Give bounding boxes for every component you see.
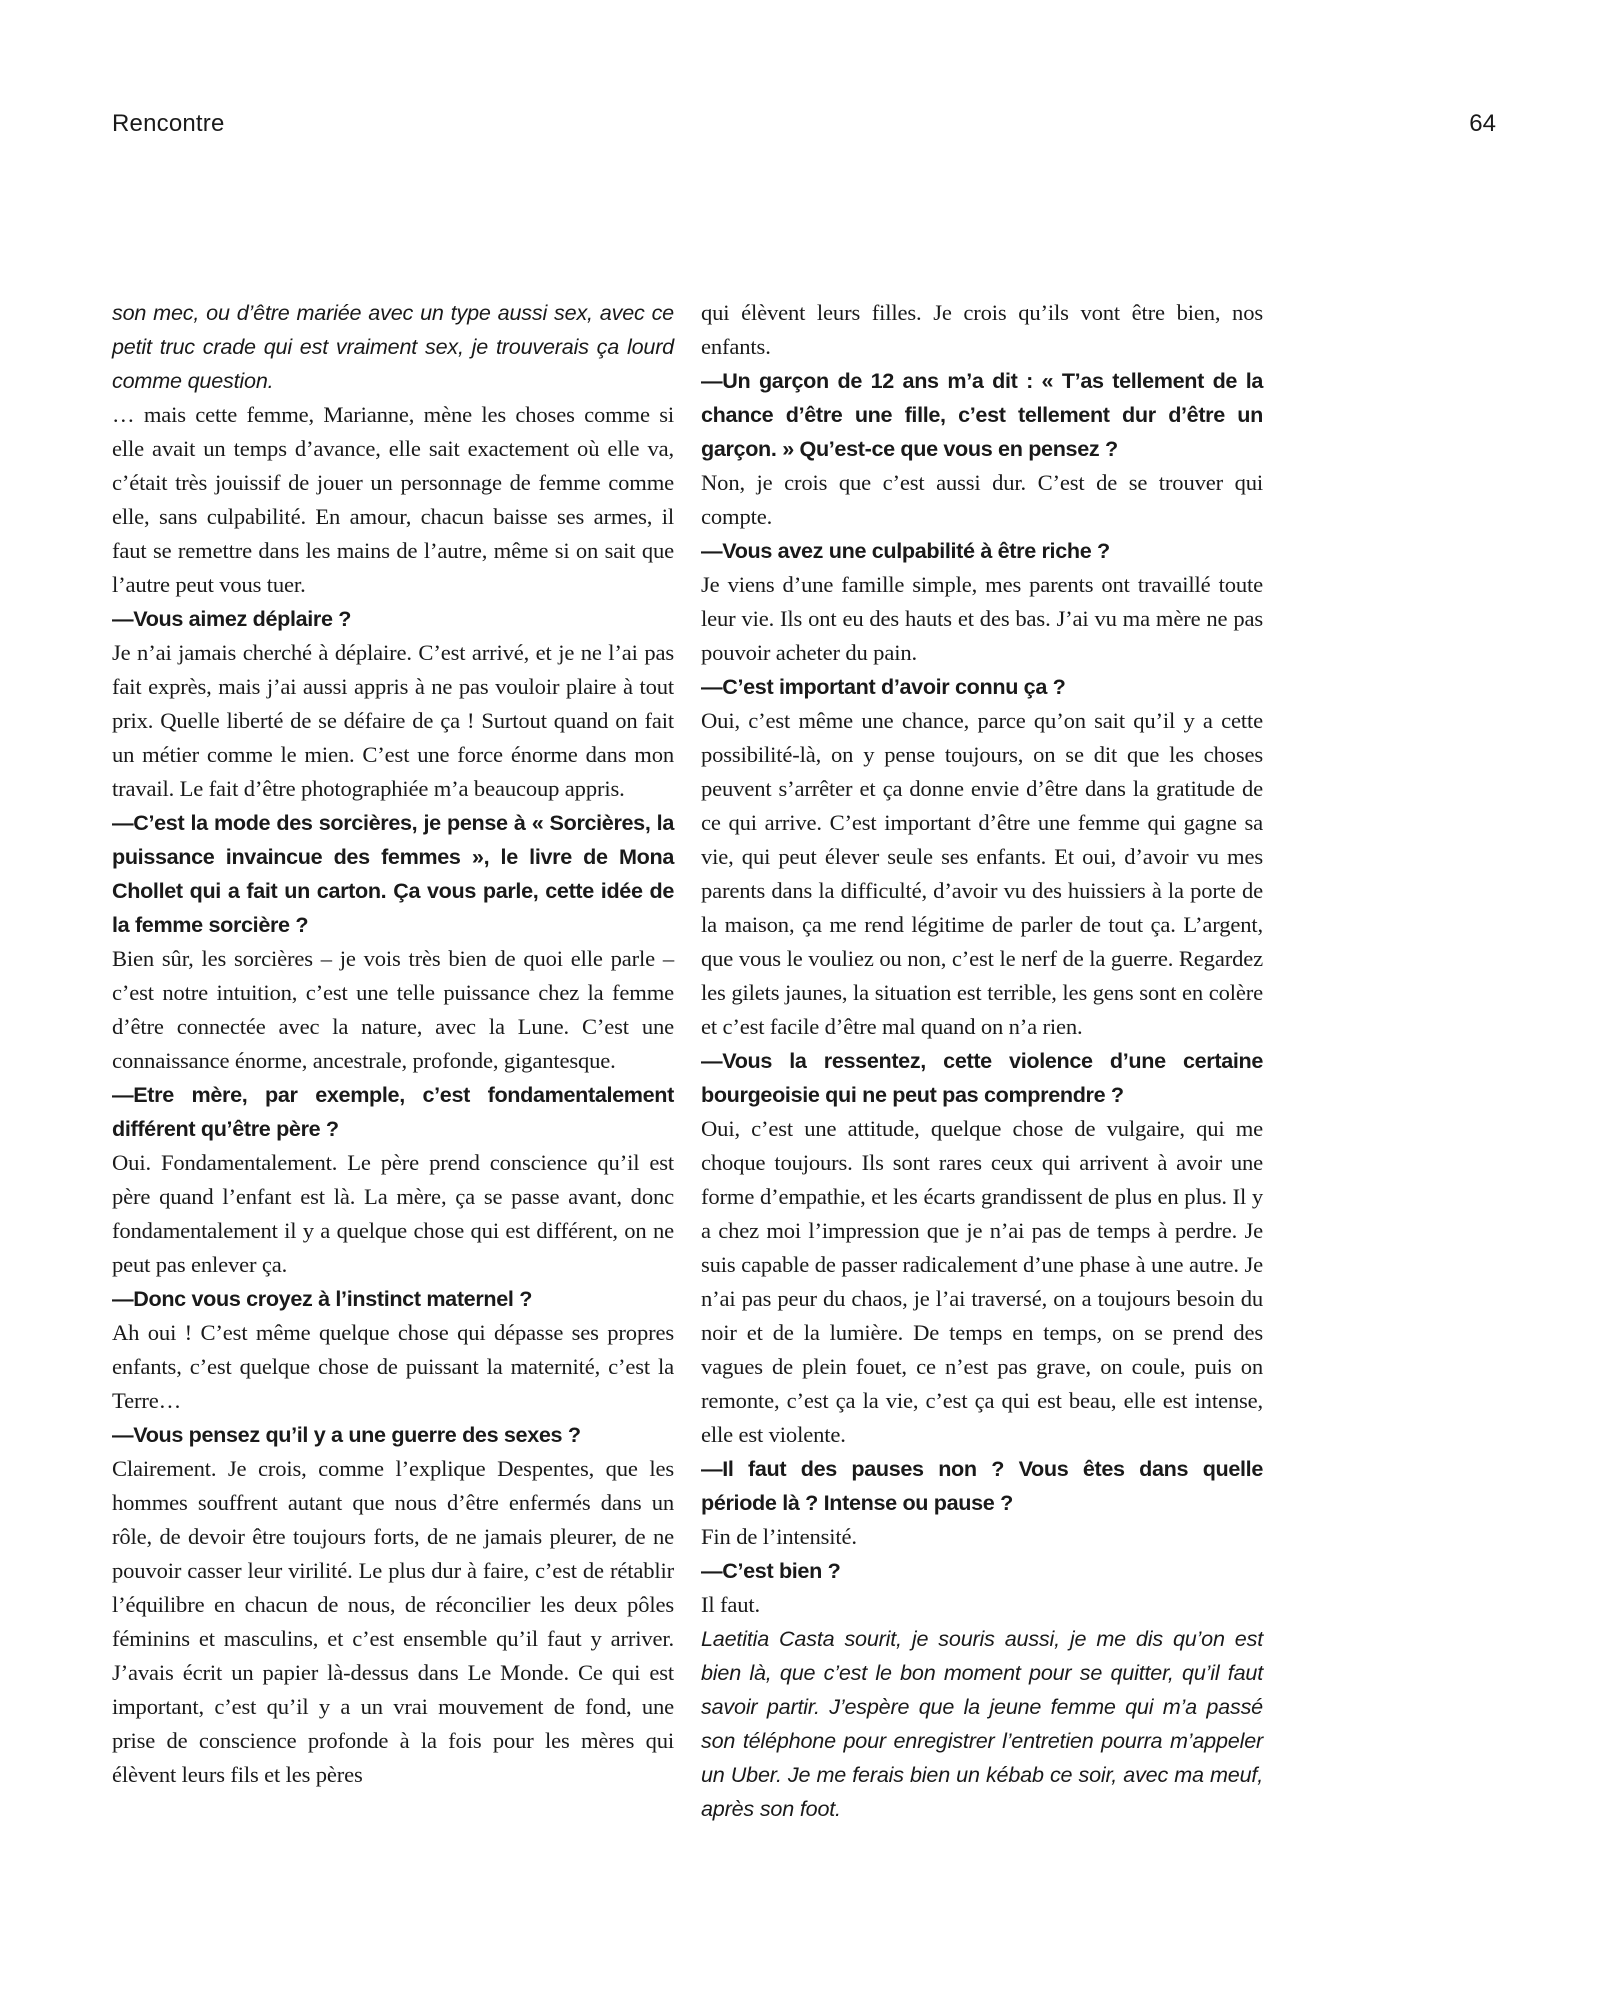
interview-question: —C’est la mode des sorcières, je pense à « Sorcières, la puissance invaincue des femmes », le livre de Mona Chollet qui a fait un carton. Ça vous parle, cette idée de la femme sorcière ? [112,810,674,937]
interview-question: —Vous aimez déplaire ? [112,606,352,631]
closing-italic-paragraph: Laetitia Casta sourit, je souris aussi, je me dis qu’on est bien là, que c’est le bon moment pour se quitter, qu’il faut savoir partir. J’espère que la jeune femme qui m’a passé son téléphone pour enregistrer l’entretien pourra m’appeler un Uber. Je me ferais bien un kébab ce soir, avec ma meuf, après son foot. [701,1626,1263,1821]
interview-question: —Vous la ressentez, cette violence d’une certaine bourgeoisie qui ne peut pas comprendre ? [701,1048,1263,1107]
answer-paragraph: Ah oui ! C’est même quelque chose qui dépasse ses propres enfants, c’est quelque chose de puissant la maternité, c’est la Terre… [112,1320,674,1413]
interview-question: —C’est important d’avoir connu ça ? [701,674,1066,699]
answer-paragraph: Oui. Fondamentalement. Le père prend conscience qu’il est père quand l’enfant est là. La mère, ça se passe avant, donc fondamentalement il y a quelque chose qui est différent, on ne peut pas enlever ça. [112,1150,674,1277]
answer-paragraph: Je n’ai jamais cherché à déplaire. C’est arrivé, et je ne l’ai pas fait exprès, mais j’ai aussi appris à ne pas vouloir plaire à tout prix. Quelle liberté de se défaire de ça ! Surtout quand on fait un métier comme le mien. C’est une force énorme dans mon travail. Le fait d’être photographiée m’a beaucoup appris. [112,640,674,801]
article-column-left [112,296,674,1792]
interview-question: —Vous pensez qu’il y a une guerre des sexes ? [112,1422,581,1447]
interview-question: —Un garçon de 12 ans m’a dit : « T’as tellement de la chance d’être une fille, c’est tellement dur d’être un garçon. » Qu’est-ce que vous en pensez ? [701,368,1263,461]
interview-question: —Il faut des pauses non ? Vous êtes dans quelle période là ? Intense ou pause ? [701,1456,1263,1515]
intro-italic-paragraph: son mec, ou d’être mariée avec un type aussi sex, avec ce petit truc crade qui est vraiment sex, je trouverais ça lourd comme question. [112,300,674,393]
answer-paragraph: Fin de l’intensité. [701,1524,857,1549]
page-number: 64 [1469,110,1496,137]
answer-paragraph: … mais cette femme, Marianne, mène les choses comme si elle avait un temps d’avance, elle sait exactement où elle va, c’était très jouissif de jouer un personnage de femme comme elle, sans culpabilité. En amour, chacun baisse ses armes, il faut se remettre dans les mains de l’autre, même si on sait que l’autre peut vous tuer. [112,402,674,597]
answer-paragraph: Je viens d’une famille simple, mes parents ont travaillé toute leur vie. Ils ont eu des hauts et des bas. J’ai vu ma mère ne pas pouvoir acheter du pain. [701,572,1263,665]
answer-paragraph: Oui, c’est même une chance, parce qu’on sait qu’il y a cette possibilité-là, on y pense toujours, on se dit que les choses peuvent s’arrêter et ça donne envie d’être dans la gratitude de ce qui arrive. C’est important d’être une femme qui gagne sa vie, qui peut élever seule ses enfants. Et oui, d’avoir vu mes parents dans la difficulté, d’avoir vu des huissiers à la porte de la maison, ça me rend légitime de parler de tout ça. L’argent, que vous le vouliez ou non, c’est le nerf de la guerre. Regardez les gilets jaunes, la situation est terrible, les gens sont en colère et c’est facile d’être mal quand on n’a rien. [701,708,1263,1039]
answer-paragraph: Clairement. Je crois, comme l’explique Despentes, que les hommes souffrent autant que nous d’être enfermés dans un rôle, de devoir être toujours forts, de ne jamais pleurer, de ne pouvoir casser leur virilité. Le plus dur à faire, c’est de rétablir l’équilibre en chacun de nous, de réconcilier les deux pôles féminins et masculins, et c’est ensemble qu’il faut y arriver. J’avais écrit un papier là-dessus dans Le Monde. Ce qui est important, c’est qu’il y a un vrai mouvement de fond, une prise de conscience profonde à la fois pour les mères qui élèvent leurs fils et les pères [112,1456,674,1787]
interview-question: —Etre mère, par exemple, c’est fondamentalement différent qu’être père ? [112,1082,674,1141]
answer-paragraph: Non, je crois que c’est aussi dur. C’est de se trouver qui compte. [701,470,1263,529]
interview-question: —Donc vous croyez à l’instinct maternel ? [112,1286,533,1311]
answer-paragraph: qui élèvent leurs filles. Je crois qu’ils vont être bien, nos enfants. [701,300,1263,359]
interview-question: —C’est bien ? [701,1558,841,1583]
article-column-right [701,296,1263,1826]
answer-paragraph: Bien sûr, les sorcières – je vois très bien de quoi elle parle – c’est notre intuition, c’est une telle puissance chez la femme d’être connectée avec la nature, avec la Lune. C’est une connaissance énorme, ancestrale, profonde, gigantesque. [112,946,674,1073]
answer-paragraph: Oui, c’est une attitude, quelque chose de vulgaire, qui me choque toujours. Ils sont rares ceux qui arrivent à avoir une forme d’empathie, et les écarts grandissent de plus en plus. Il y a chez moi l’impression que je n’ai pas de temps à perdre. Je suis capable de passer radicalement d’une phase à une autre. Je n’ai pas peur du chaos, je l’ai traversé, on a toujours besoin du noir et de la lumière. De temps en temps, on se prend des vagues de plein fouet, ce n’est pas grave, on coule, puis on remonte, c’est ça la vie, c’est ça qui est beau, elle est intense, elle est violente. [701,1116,1263,1447]
interview-question: —Vous avez une culpabilité à être riche ? [701,538,1110,563]
answer-paragraph: Il faut. [701,1592,761,1617]
section-title: Rencontre [112,110,225,137]
